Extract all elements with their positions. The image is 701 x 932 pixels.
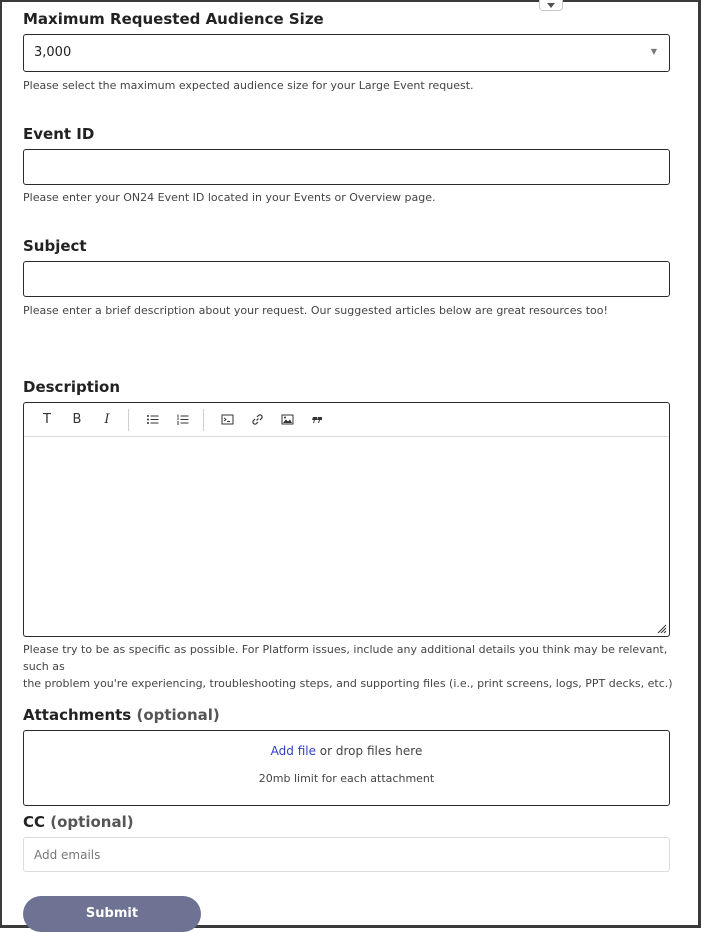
code-block-icon (221, 413, 234, 426)
resize-handle-icon[interactable] (657, 624, 667, 634)
text-format-button[interactable] (32, 406, 62, 434)
event-id-hint: Please enter your ON24 Event ID located in your Events or Overview page. (23, 191, 436, 204)
description-label: Description (23, 378, 121, 396)
audience-size-label: Maximum Requested Audience Size (23, 10, 324, 28)
description-hint (23, 641, 683, 692)
cc-email-input[interactable] (23, 837, 670, 872)
dropdown-arrow-icon: ▼ (650, 47, 657, 56)
editor-toolbar (24, 403, 669, 437)
submit-button[interactable]: Submit (23, 896, 201, 932)
cc-label-text: CC (23, 813, 46, 831)
chevron-down-icon (547, 3, 555, 8)
drop-files-text: or drop files here (315, 744, 423, 758)
description-hint-line-1: Please try to be as specific as possible. For Platform issues, include any additional details you think may be relevant, such as (23, 643, 668, 673)
cc-placeholder: Add emails (34, 848, 101, 862)
collapse-toggle[interactable] (539, 0, 563, 11)
link-button[interactable] (242, 406, 272, 434)
bold-icon: B (72, 412, 82, 427)
toolbar-divider (128, 409, 129, 431)
audience-size-hint: Please select the maximum expected audience size for your Large Event request. (23, 79, 474, 92)
dropzone-instructions (24, 744, 669, 758)
audience-size-value: 3,000 (34, 45, 72, 60)
attachments-label-text: Attachments (23, 706, 132, 724)
attachment-limit-text: 20mb limit for each attachment (258, 772, 435, 785)
description-editor[interactable] (23, 402, 670, 637)
attachments-label (23, 706, 220, 724)
bullet-list-button[interactable] (137, 406, 167, 434)
quote-button[interactable] (302, 406, 332, 434)
text-icon: T (43, 412, 51, 427)
subject-hint: Please enter a brief description about your request. Our suggested articles below are great resources too! (23, 304, 608, 317)
unordered-list-icon (146, 413, 159, 426)
subject-label: Subject (23, 237, 87, 255)
subject-input[interactable] (23, 261, 670, 297)
event-id-label: Event ID (23, 125, 95, 143)
event-id-input[interactable] (23, 149, 670, 185)
attachments-optional: (optional) (136, 706, 220, 724)
code-block-button[interactable] (212, 406, 242, 434)
numbered-list-button[interactable] (167, 406, 197, 434)
link-icon (251, 413, 264, 426)
ordered-list-icon (176, 413, 189, 426)
attachments-dropzone[interactable] (23, 730, 670, 806)
cc-label (23, 813, 134, 831)
italic-button[interactable] (92, 406, 122, 434)
add-file-link[interactable]: Add file (270, 744, 316, 758)
audience-size-select[interactable] (23, 34, 670, 72)
image-button[interactable] (272, 406, 302, 434)
quote-icon (311, 413, 324, 426)
italic-icon: I (104, 412, 110, 427)
image-icon (281, 413, 294, 426)
toolbar-divider (203, 409, 204, 431)
bold-button[interactable] (62, 406, 92, 434)
description-hint-line-2: the problem you're experiencing, troubleshooting steps, and supporting files (i.e., print screens, logs, PPT decks, etc.) (23, 677, 673, 690)
cc-optional: (optional) (50, 813, 134, 831)
